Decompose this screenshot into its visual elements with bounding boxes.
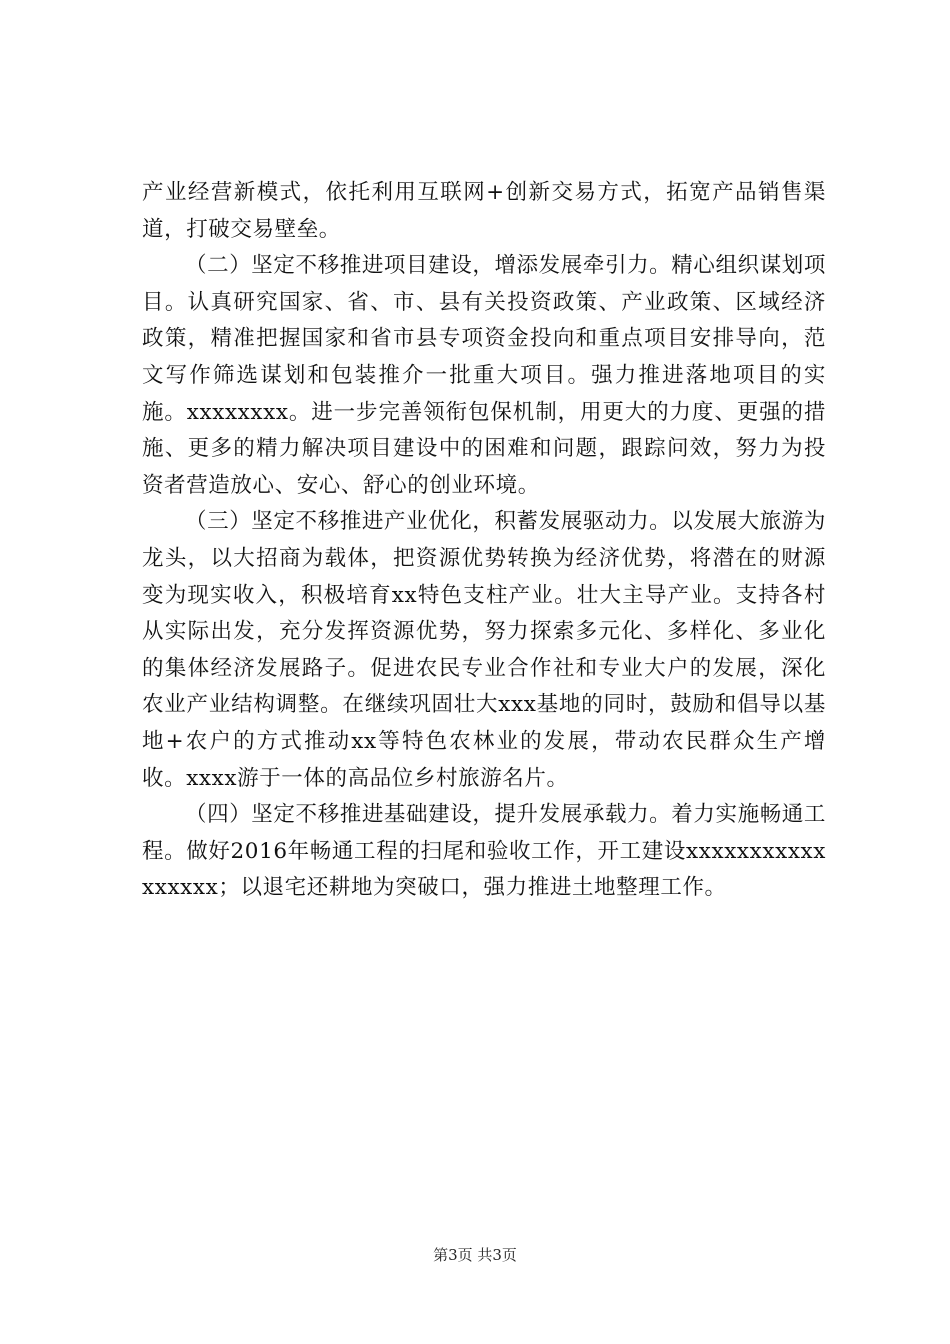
document-body	[142, 175, 826, 907]
paragraph-intro-continued: 产业经营新模式，依托利用互联网+创新交易方式，拓宽产品销售渠道，打破交易壁垒。	[142, 180, 826, 242]
paragraph-section-2: （二）坚定不移推进项目建设，增添发展牵引力。精心组织谋划项目。认真研究国家、省、市、县有关投资政策、产业政策、区域经济政策，精准把握国家和省市县专项资金投向和重点项目安排导向，范文写作筛选谋划和包装推介一批重大项目。强力推进落地项目的实施。xxxxxxxx。进一步完善领衔包保机制，用更大的力度、更强的措施、更多的精力解决项目建设中的困难和问题，跟踪问效，努力为投资者营造放心、安心、舒心的创业环境。	[142, 253, 826, 498]
paragraph-section-4: （四）坚定不移推进基础建设，提升发展承载力。着力实施畅通工程。做好2016年畅通工程的扫尾和验收工作，开工建设xxxxxxxxxxxxxxxxx；以退宅还耕地为突破口，强力推进土地整理工作。	[142, 802, 826, 901]
page-footer	[0, 1244, 950, 1265]
paragraph-section-3: （三）坚定不移推进产业优化，积蓄发展驱动力。以发展大旅游为龙头，以大招商为载体，把资源优势转换为经济优势，将潜在的财源变为现实收入，积极培育xx特色支柱产业。壮大主导产业。支持各村从实际出发，充分发挥资源优势，努力探索多元化、多样化、多业化的集体经济发展路子。促进农民专业合作社和专业大户的发展，深化农业产业结构调整。在继续巩固壮大xxx基地的同时，鼓励和倡导以基地+农户的方式推动xx等特色农林业的发展，带动农民群众生产增收。xxxx游于一体的高品位乡村旅游名片。	[142, 509, 826, 791]
page-number: 第3页 共3页	[433, 1246, 517, 1264]
